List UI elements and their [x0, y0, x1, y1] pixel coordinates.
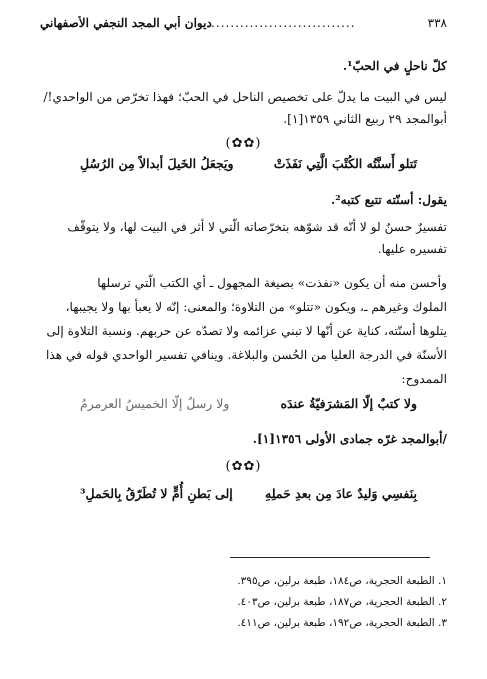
- footnote-2: ٢. الطبعة الحجرية، ص١٨٧، طبعة برلين، ص٤٠٣.: [237, 596, 447, 608]
- commentary-paragraph-3-line-2: الملوك وغيرهم ـ، ويكون «تتلو» من التلاوة؛ والمعنى: إنّه لا يعبأ بها ولا يجيبها،: [65, 300, 447, 314]
- verse-1-second-hemistich: ويَجعَلُ الخَيلَ أبدالاً مِن الرُسُلِ: [80, 156, 234, 171]
- footnote-separator: [230, 557, 430, 558]
- ornament-divider: (✿✿): [225, 136, 262, 151]
- commentary-paragraph-1: ليس في البيت ما يدلّ على تخصيص الناحل في الحبّ؛ فهذا تخرّص من الواحدي!/ أبوالمجد ٢٩ ربيع الثاني ١٣٥٩[١].: [43, 90, 447, 126]
- running-header: [40, 16, 447, 36]
- page-number: ٣٣٨: [427, 16, 447, 30]
- ornament-divider-2: (✿✿): [225, 459, 262, 474]
- verse-3-second-hemistich: إلى بَطنِ أُمٍّ لا تُطَرّقُ بِالحَملِ³: [80, 486, 233, 501]
- commentary-paragraph-3-line-5: الممدوح:: [401, 372, 447, 386]
- verse-1-first-hemistich: تَتلو أَسنَّتُه الكُتْبَ الَّتِي نَفَذَتْ: [273, 156, 417, 171]
- commentary-paragraph-3-line-3: يتلوها أسنّته، كناية عن أنّها لا تبني عزائمه ولا تصدّه عن حربهم. ونسبة التلاوة إلى: [46, 324, 447, 338]
- header-leader-dots: ................................: [201, 16, 356, 30]
- footnote-1: ١. الطبعة الحجرية، ص١٨٤، طبعة برلين، ص٣٩٥.: [237, 575, 447, 587]
- commentary-paragraph-2: تفسيرٌ حسنٌ لو لا أنّه قد شوّهه بتخرّصاته الّتي لا أثر في البيت لها، ولا يتوقّف تفسيره عليها.: [67, 220, 447, 256]
- footnote-3: ٣. الطبعة الحجرية، ص١٩٢، طبعة برلين، ص٤١١.: [237, 617, 447, 629]
- verse-3-first-hemistich: بِنَفسِي وَليدٌ عادَ مِن بعدِ حَملِهِ: [265, 486, 417, 501]
- verse-2-first-hemistich: ولا كتبٌ إلّا المَشرَفيّةُ عندَه: [280, 396, 417, 411]
- header-title: ديوان أبي المجد النجفي الأصفهاني: [40, 16, 212, 30]
- poem-heading-line: كلّ ناحلٍ في الحبّ¹.: [342, 59, 447, 73]
- commentary-paragraph-3-line-4: الأسنّة في الدرجة العليا من الحُسن والبلاغة. وينافي تفسير الواحدي قوله في هذا: [45, 348, 447, 362]
- explanation-line: يقول: أسنّته تتبع كتبه².: [331, 193, 447, 207]
- commentary-paragraph-3-line-1: وأحسن منه أن يكون «نفذت» بصيغة المجهول ـ أي الكتب الّتي ترسلها: [97, 276, 447, 290]
- verse-2-second-hemistich: ولا رسلٌ إلّا الخميسُ العرمرمُ: [80, 396, 230, 411]
- signature-line: /أبوالمجد غرّه جمادى الأولى ١٣٥٦[١].: [252, 432, 447, 446]
